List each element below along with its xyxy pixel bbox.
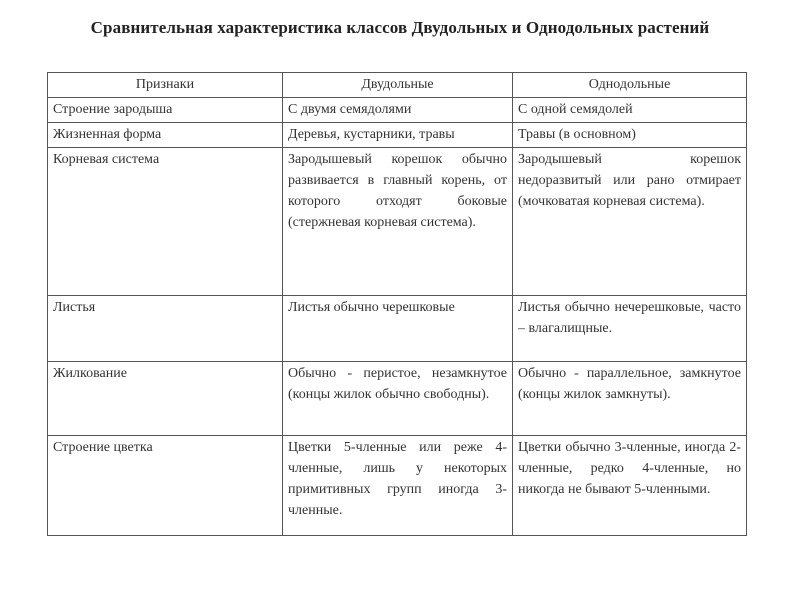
monocot-cell: С одной семядолей <box>513 98 747 123</box>
feature-cell: Строение цветка <box>48 436 283 536</box>
header-features: Признаки <box>48 73 283 98</box>
header-monocots: Однодольные <box>513 73 747 98</box>
monocot-cell: Травы (в основном) <box>513 123 747 148</box>
table-row <box>48 148 747 296</box>
dicot-cell: С двумя семядолями <box>283 98 513 123</box>
monocot-cell: Обычно - параллельное, замкнутое (концы жилок замкнуты). <box>513 362 747 436</box>
monocot-cell: Листья обычно нечерешковые, часто – влагалищные. <box>513 296 747 362</box>
feature-cell: Корневая система <box>48 148 283 296</box>
table-row <box>48 296 747 362</box>
table-row <box>48 362 747 436</box>
feature-cell: Жилкование <box>48 362 283 436</box>
dicot-cell: Листья обычно черешковые <box>283 296 513 362</box>
feature-cell: Листья <box>48 296 283 362</box>
table-header-row <box>48 73 747 98</box>
comparison-table <box>47 72 747 536</box>
table-row <box>48 98 747 123</box>
feature-cell: Жизненная форма <box>48 123 283 148</box>
header-dicots: Двудольные <box>283 73 513 98</box>
page-title: Сравнительная характеристика классов Двудольных и Однодольных растений <box>90 18 710 37</box>
feature-cell: Строение зародыша <box>48 98 283 123</box>
monocot-cell: Зародышевый корешок недоразвитый или рано отмирает (мочковатая корневая система). <box>513 148 747 296</box>
dicot-cell: Деревья, кустарники, травы <box>283 123 513 148</box>
dicot-cell: Зародышевый корешок обычно развивается в главный корень, от которого отходят боковые (стержневая корневая система). <box>283 148 513 296</box>
monocot-cell: Цветки обычно 3-членные, иногда 2-членные, редко 4-членные, но никогда не бывают 5-членными. <box>513 436 747 536</box>
dicot-cell: Обычно - перистое, незамкнутое (концы жилок обычно свободны). <box>283 362 513 436</box>
dicot-cell: Цветки 5-членные или реже 4-членные, лишь у некоторых примитивных групп иногда 3-членные. <box>283 436 513 536</box>
table-row <box>48 123 747 148</box>
table-row <box>48 436 747 536</box>
